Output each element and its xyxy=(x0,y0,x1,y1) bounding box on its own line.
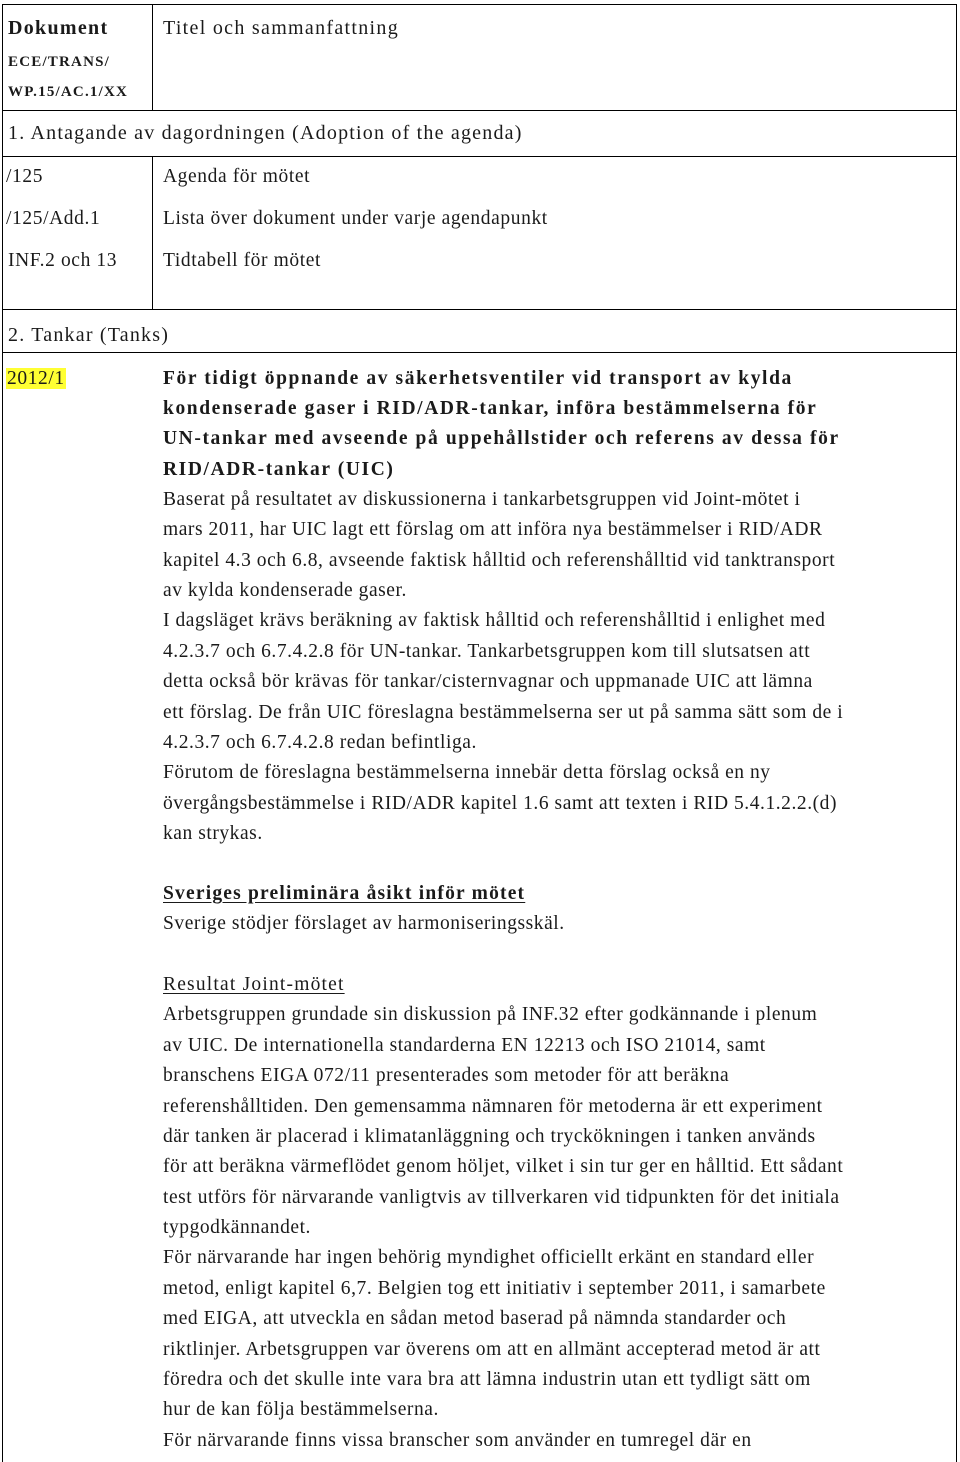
result-body-line: med EIGA, att utveckla en sådan metod baserad på nämnda standarder och xyxy=(163,1308,787,1329)
sweden-opinion-text: Sverige stödjer förslaget av harmoniseringsskäl. xyxy=(163,913,565,934)
proposal-body-line: detta också bör krävas för tankar/cisternvagnar och uppmanade UIC att lämna xyxy=(163,671,813,692)
table-border-top xyxy=(2,4,957,5)
row-divider-header xyxy=(2,110,957,111)
result-body-line: Arbetsgruppen grundade sin diskussion på INF.32 efter godkännande i plenum xyxy=(163,1004,818,1025)
result-body-line: För närvarande finns vissa branscher som använder en tumregel där en xyxy=(163,1430,752,1451)
result-body-line: där tanken är placerad i klimatanläggning och tryckökningen i tanken används xyxy=(163,1126,816,1147)
section1-doc-ref: /125/Add.1 xyxy=(6,208,101,229)
proposal-title-line: För tidigt öppnande av säkerhetsventiler vid transport av kylda xyxy=(163,368,793,389)
proposal-body-line: kan strykas. xyxy=(163,823,263,844)
result-body-line: metod, enligt kapitel 6,7. Belgien tog ett initiativ i september 2011, i samarbete xyxy=(163,1278,826,1299)
proposal-title-line: UN-tankar med avseende på uppehållstider och referens av dessa för xyxy=(163,428,840,449)
table-border-right xyxy=(956,4,957,1462)
proposal-body-line: övergångsbestämmelse i RID/ADR kapitel 1.6 samt att texten i RID 5.4.1.2.2.(d) xyxy=(163,793,838,814)
sweden-opinion-heading: Sveriges preliminära åsikt inför mötet xyxy=(163,883,526,904)
proposal-body-line: 4.2.3.7 och 6.7.4.2.8 för UN-tankar. Tankarbetsgruppen kom till slutsatsen att xyxy=(163,641,811,662)
proposal-body-line: ett förslag. De från UIC föreslagna bestämmelserna ser ut på samma sätt som de i xyxy=(163,702,844,723)
result-body-line: hur de kan följa bestämmelserna. xyxy=(163,1399,439,1420)
proposal-body-line: Förutom de föreslagna bestämmelserna innebär detta förslag också en ny xyxy=(163,762,771,783)
column-divider-header xyxy=(152,4,153,111)
proposal-body-line: I dagsläget krävs beräkning av faktisk hålltid och referenshålltid i enlighet med xyxy=(163,610,826,631)
doc-column-header: Dokument xyxy=(8,17,109,39)
proposal-body-line: kapitel 4.3 och 6.8, avseende faktisk hålltid och referenshålltid vid tanktransport xyxy=(163,550,836,571)
result-body-line: För närvarande har ingen behörig myndighet officiellt erkänt en standard eller xyxy=(163,1247,815,1268)
result-body-line: test utförs för närvarande vanligtvis av tillverkaren vid tidpunkten för det initiala xyxy=(163,1187,840,1208)
proposal-title-line: kondenserade gaser i RID/ADR-tankar, införa bestämmelserna för xyxy=(163,398,818,419)
row-divider-section2 xyxy=(2,352,957,353)
title-column-header: Titel och sammanfattning xyxy=(163,17,399,39)
highlighted-doc-ref: 2012/1 xyxy=(7,368,65,389)
row-divider-section1-end xyxy=(2,309,957,310)
proposal-title-line: RID/ADR-tankar (UIC) xyxy=(163,459,395,480)
column-divider-section1 xyxy=(152,156,153,310)
section1-heading: 1. Antagande av dagordningen (Adoption of the agenda) xyxy=(8,122,523,144)
section2-doc-ref xyxy=(6,369,66,389)
section2-heading: 2. Tankar (Tanks) xyxy=(8,324,170,346)
result-body-line: branschens EIGA 072/11 presenterades som metoder för att beräkna xyxy=(163,1065,730,1086)
result-body-line: föredra och det skulle inte vara bra att lämna industrin utan ett tydligt sätt om xyxy=(163,1369,811,1390)
row-divider-section1 xyxy=(2,156,957,157)
result-body-line: riktlinjer. Arbetsgruppen var överens om att en allmänt accepterad metod är att xyxy=(163,1339,821,1360)
joint-meeting-result-heading: Resultat Joint-mötet xyxy=(163,974,345,995)
section1-doc-title: Agenda för mötet xyxy=(163,166,311,187)
proposal-body-line: mars 2011, har UIC lagt ett förslag om att införa nya bestämmelser i RID/ADR xyxy=(163,519,823,540)
section1-doc-ref: INF.2 och 13 xyxy=(8,250,118,271)
proposal-body-line: av kylda kondenserade gaser. xyxy=(163,580,407,601)
table-border-left xyxy=(2,4,3,1462)
doc-ref-line1: ECE/TRANS/ xyxy=(8,54,111,70)
result-body-line: för att beräkna värmeflödet genom höljet, vilket i sin tur ger en hålltid. Ett sådant xyxy=(163,1156,844,1177)
proposal-body-line: 4.2.3.7 och 6.7.4.2.8 redan befintliga. xyxy=(163,732,477,753)
section1-doc-title: Lista över dokument under varje agendapunkt xyxy=(163,208,548,229)
proposal-body-line: Baserat på resultatet av diskussionerna i tankarbetsgruppen vid Joint-mötet i xyxy=(163,489,801,510)
result-body-line: referenshålltiden. Den gemensamma nämnaren för metoderna är ett experiment xyxy=(163,1096,823,1117)
section1-doc-ref: /125 xyxy=(6,166,44,187)
result-body-line: av UIC. De internationella standarderna EN 12213 och ISO 21014, samt xyxy=(163,1035,766,1056)
result-body-line: typgodkännandet. xyxy=(163,1217,311,1238)
section1-doc-title: Tidtabell för mötet xyxy=(163,250,322,271)
doc-ref-line2: WP.15/AC.1/XX xyxy=(8,84,129,100)
